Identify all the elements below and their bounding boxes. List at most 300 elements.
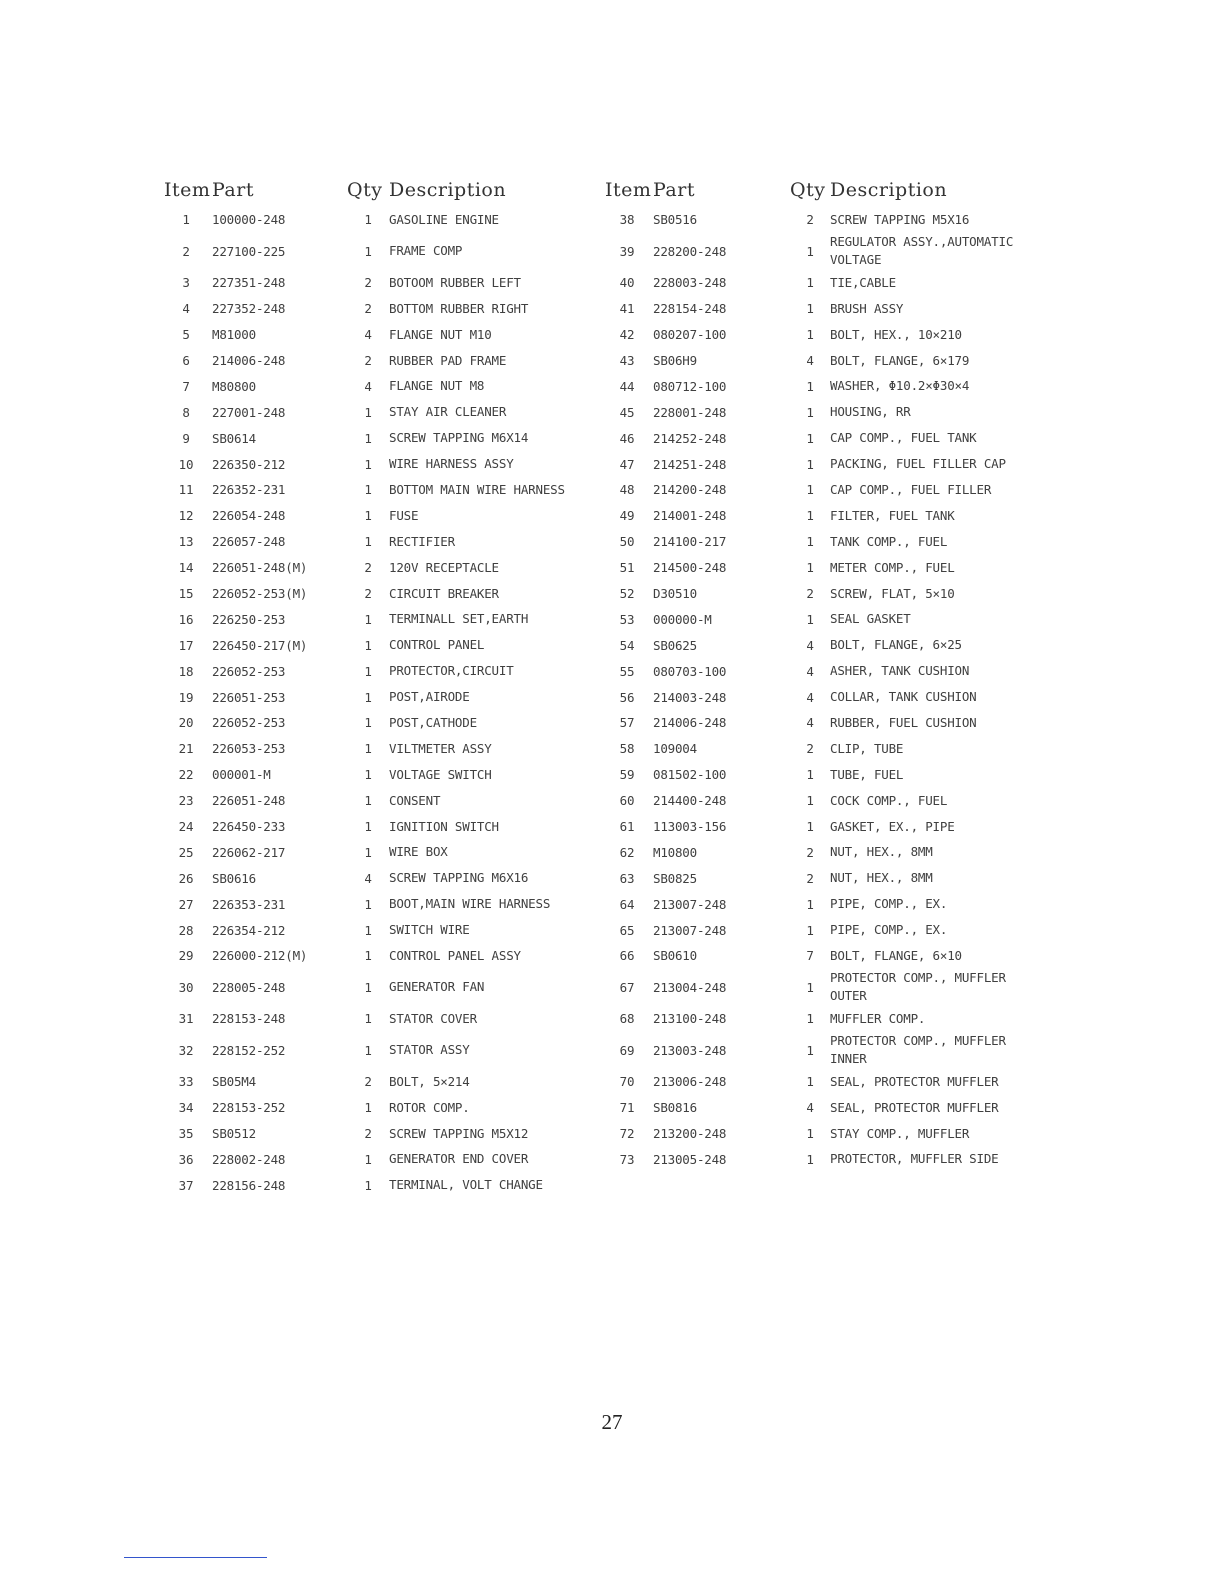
part-cell-right: 080207-100	[653, 327, 727, 343]
part-cell-right: SB0816	[653, 1100, 697, 1116]
part-cell-right: 228200-248	[653, 243, 727, 259]
part-cell-left: 226350-212	[212, 456, 286, 472]
part-cell-left: 226450-217(M)	[212, 637, 308, 653]
part-cell-left: 226054-248	[212, 508, 286, 524]
part-cell-right: 214001-248	[653, 508, 727, 524]
qty-cell-right: 1	[806, 327, 814, 343]
item-cell-right: 51	[619, 560, 635, 576]
qty-cell-right: 1	[806, 896, 814, 912]
description-cell-left: POST,AIRODE	[389, 689, 470, 705]
qty-cell-left: 1	[364, 896, 372, 912]
qty-cell-left: 1	[364, 715, 372, 731]
table-row	[160, 451, 1030, 477]
table-row	[160, 425, 1030, 451]
item-cell-left: 2	[182, 243, 190, 259]
qty-cell-left: 4	[364, 378, 372, 394]
description-cell-left: CONSENT	[389, 792, 441, 808]
qty-cell-left: 1	[364, 1042, 372, 1058]
description-cell-right: FILTER, FUEL TANK	[830, 507, 955, 523]
part-cell-left: 228156-248	[212, 1177, 286, 1193]
part-cell-right: 080712-100	[653, 378, 727, 394]
part-cell-right: 214006-248	[653, 715, 727, 731]
part-cell-left: 100000-248	[212, 212, 286, 228]
part-cell-left: 226051-248	[212, 793, 286, 809]
qty-cell-left: 2	[364, 275, 372, 291]
part-cell-left: 226051-248(M)	[212, 560, 308, 576]
item-cell-right: 66	[619, 948, 635, 964]
item-cell-right: 61	[619, 819, 635, 835]
part-cell-left: 226352-231	[212, 482, 286, 498]
qty-cell-right: 2	[806, 586, 814, 602]
description-cell-left: FLANGE NUT M10	[389, 326, 492, 342]
item-cell-right: 59	[619, 767, 635, 783]
part-cell-left: 227352-248	[212, 301, 286, 317]
table-row	[160, 477, 1030, 503]
table-row	[160, 296, 1030, 322]
qty-cell-left: 2	[364, 1126, 372, 1142]
item-cell-right	[601, 1172, 653, 1198]
item-cell-left: 25	[178, 844, 194, 860]
item-cell-right: 53	[619, 611, 635, 627]
qty-cell-left: 1	[364, 430, 372, 446]
qty-cell-right: 1	[806, 1074, 814, 1090]
part-cell-right: 214251-248	[653, 456, 727, 472]
item-cell-left: 5	[182, 327, 190, 343]
table-row	[160, 632, 1030, 658]
header-part-right: Part	[653, 178, 695, 201]
qty-cell-right: 4	[806, 689, 814, 705]
item-cell-left: 24	[178, 819, 194, 835]
qty-cell-left: 1	[364, 1151, 372, 1167]
qty-cell-right: 1	[806, 534, 814, 550]
part-cell-right: 081502-100	[653, 767, 727, 783]
qty-cell-right: 1	[806, 508, 814, 524]
item-cell-left: 31	[178, 1011, 194, 1027]
description-cell-left: SWITCH WIRE	[389, 922, 470, 938]
part-cell-left: 226000-212(M)	[212, 948, 308, 964]
part-cell-right: SB0610	[653, 948, 697, 964]
parts-list-table	[160, 176, 1030, 1198]
part-cell-right: 213100-248	[653, 1011, 727, 1027]
table-row	[160, 710, 1030, 736]
description-cell-left: POST,CATHODE	[389, 714, 477, 730]
part-cell-left: 226353-231	[212, 896, 286, 912]
table-row	[160, 555, 1030, 581]
qty-cell-left: 2	[364, 560, 372, 576]
item-cell-right: 44	[619, 378, 635, 394]
header-part-left: Part	[212, 178, 254, 201]
qty-cell-right: 1	[806, 560, 814, 576]
table-row	[160, 891, 1030, 917]
part-cell-right: 214100-217	[653, 534, 727, 550]
description-cell-right: SCREW, FLAT, 5×10	[830, 585, 955, 601]
qty-cell-right: 4	[806, 1100, 814, 1116]
part-cell-left: 226052-253(M)	[212, 586, 308, 602]
qty-cell-left: 4	[364, 327, 372, 343]
description-cell-left: FUSE	[389, 507, 419, 523]
qty-cell-right: 1	[806, 482, 814, 498]
qty-cell-left: 1	[364, 767, 372, 783]
item-cell-left: 34	[178, 1100, 194, 1116]
item-cell-left: 3	[182, 275, 190, 291]
table-row	[160, 581, 1030, 607]
part-cell-right: 213200-248	[653, 1126, 727, 1142]
description-cell-right: METER COMP., FUEL	[830, 559, 955, 575]
qty-cell-left: 1	[364, 611, 372, 627]
item-cell-left: 28	[178, 922, 194, 938]
item-cell-right: 60	[619, 793, 635, 809]
qty-cell-right: 2	[806, 844, 814, 860]
description-cell-right: SEAL GASKET	[830, 611, 911, 627]
table-row	[160, 529, 1030, 555]
table-row	[160, 1069, 1030, 1095]
header-qty-left: Qty	[347, 178, 383, 201]
item-cell-left: 36	[178, 1151, 194, 1167]
part-cell-left: 226250-253	[212, 611, 286, 627]
qty-cell-right: 1	[806, 611, 814, 627]
part-cell-right: 000000-M	[653, 611, 712, 627]
description-cell-left: BOTOOM RUBBER LEFT	[389, 274, 521, 290]
qty-cell-right: 1	[806, 979, 814, 995]
description-cell-right: BOLT, HEX., 10×210	[830, 326, 962, 342]
description-cell-left: STAY AIR CLEANER	[389, 404, 507, 420]
header-qty-right: Qty	[790, 178, 826, 201]
description-cell-left: WIRE HARNESS ASSY	[389, 456, 514, 472]
table-row	[160, 969, 1030, 1006]
part-cell-right: 228003-248	[653, 275, 727, 291]
page-number: 27	[601, 1410, 623, 1434]
description-cell-right: RUBBER, FUEL CUSHION	[830, 714, 977, 730]
item-cell-right: 55	[619, 663, 635, 679]
item-cell-right: 57	[619, 715, 635, 731]
header-description-right: Description	[830, 178, 948, 201]
qty-cell-left: 2	[364, 586, 372, 602]
header-row	[160, 176, 1030, 207]
part-cell-left: M80800	[212, 378, 256, 394]
description-cell-left: STATOR COVER	[389, 1010, 477, 1026]
item-cell-right: 56	[619, 689, 635, 705]
part-cell-left: 228153-252	[212, 1100, 286, 1116]
part-cell-left: 214006-248	[212, 353, 286, 368]
item-cell-left: 19	[178, 689, 194, 705]
item-cell-right: 40	[619, 275, 635, 291]
description-cell-right: COLLAR, TANK CUSHION	[830, 689, 977, 705]
qty-cell-left: 1	[364, 404, 372, 420]
item-cell-right: 45	[619, 404, 635, 420]
table-row	[160, 270, 1030, 296]
part-cell-right: SB0825	[653, 870, 697, 886]
item-cell-left: 8	[182, 404, 190, 420]
qty-cell-right: 1	[806, 243, 814, 259]
qty-cell-right: 4	[806, 353, 814, 368]
qty-cell-left: 1	[364, 741, 372, 757]
part-cell-right: 213006-248	[653, 1074, 727, 1090]
description-cell-left: 120V RECEPTACLE	[389, 559, 499, 575]
item-cell-right: 48	[619, 482, 635, 498]
part-cell-left: 227351-248	[212, 275, 286, 291]
qty-cell-right: 1	[806, 404, 814, 420]
item-cell-right: 46	[619, 430, 635, 446]
qty-cell-left: 1	[364, 819, 372, 835]
part-cell-left: 226051-253	[212, 689, 286, 705]
part-cell-right: 113003-156	[653, 819, 727, 835]
description-cell-right: STAY COMP., MUFFLER	[830, 1125, 970, 1141]
table-row	[160, 348, 1030, 374]
item-cell-right: 52	[619, 586, 635, 602]
header-item-left: Item	[164, 178, 211, 201]
description-cell-left: ROTOR COMP.	[389, 1099, 470, 1115]
part-cell-right: 228001-248	[653, 404, 727, 420]
qty-cell-left: 1	[364, 456, 372, 472]
item-cell-left: 14	[178, 560, 194, 576]
description-cell-left: GENERATOR FAN	[389, 979, 485, 995]
qty-cell-left: 1	[364, 637, 372, 653]
table-row	[160, 684, 1030, 710]
table-row	[160, 762, 1030, 788]
description-cell-right: TANK COMP., FUEL	[830, 533, 948, 549]
qty-cell-left: 1	[364, 948, 372, 964]
qty-cell-left: 1	[364, 922, 372, 938]
item-cell-left: 16	[178, 611, 194, 627]
part-cell-left: 000001-M	[212, 767, 271, 783]
description-cell-left: VILTMETER ASSY	[389, 740, 492, 756]
table-row	[160, 399, 1030, 425]
part-cell-right: 213004-248	[653, 979, 727, 995]
qty-cell-right: 4	[806, 637, 814, 653]
description-cell-right: COCK COMP., FUEL	[830, 792, 948, 808]
part-cell-right: SB0625	[653, 637, 697, 653]
qty-cell-left: 1	[364, 534, 372, 550]
qty-cell-right: 4	[806, 715, 814, 731]
item-cell-right: 42	[619, 327, 635, 343]
description-cell-right: PROTECTOR COMP., MUFFLER OUTER	[830, 970, 1006, 1004]
part-cell-left: SB05M4	[212, 1074, 256, 1090]
part-cell-left: 226053-253	[212, 741, 286, 757]
item-cell-right: 58	[619, 741, 635, 757]
description-cell-left: BOLT, 5×214	[389, 1073, 470, 1089]
qty-cell-left: 1	[364, 793, 372, 809]
description-cell-left: SCREW TAPPING M6X14	[389, 430, 529, 446]
part-cell-left: SB0614	[212, 430, 256, 446]
item-cell-left: 29	[178, 948, 194, 964]
description-cell-right: BOLT, FLANGE, 6×10	[830, 947, 962, 963]
part-cell-right: 214500-248	[653, 560, 727, 576]
part-cell-left: 228153-248	[212, 1011, 286, 1027]
table-row	[160, 1121, 1030, 1147]
item-cell-left: 17	[178, 637, 194, 653]
item-cell-right: 67	[619, 979, 635, 995]
item-cell-left: 37	[178, 1177, 194, 1193]
part-cell-right: 109004	[653, 741, 697, 757]
table-header	[160, 176, 1030, 207]
item-cell-right: 39	[619, 243, 635, 259]
part-cell-right: 080703-100	[653, 663, 727, 679]
table-row	[160, 917, 1030, 943]
table-body	[160, 207, 1030, 1198]
description-cell-left: CONTROL PANEL ASSY	[389, 947, 521, 963]
item-cell-right: 38	[619, 212, 635, 228]
description-cell-left: SCREW TAPPING M5X12	[389, 1125, 529, 1141]
part-cell-right: 228154-248	[653, 301, 727, 317]
table-row	[160, 865, 1030, 891]
item-cell-right: 65	[619, 922, 635, 938]
item-cell-right: 71	[619, 1100, 635, 1116]
part-cell-left: 228002-248	[212, 1151, 286, 1167]
qty-cell-right: 1	[806, 767, 814, 783]
part-cell-right: 214200-248	[653, 482, 727, 498]
qty-cell-left: 1	[364, 243, 372, 259]
table-row	[160, 1032, 1030, 1069]
part-cell-right: SB06H9	[653, 353, 697, 368]
description-cell-left: BOOT,MAIN WIRE HARNESS	[389, 896, 551, 912]
item-cell-right: 73	[619, 1151, 635, 1167]
description-cell-left: IGNITION SWITCH	[389, 818, 499, 834]
description-cell-right: PACKING, FUEL FILLER CAP	[830, 456, 1006, 472]
part-cell-left: 228152-252	[212, 1042, 286, 1058]
item-cell-right: 41	[619, 301, 635, 317]
footnote-separator	[124, 1557, 267, 1558]
item-cell-left: 21	[178, 741, 194, 757]
description-cell-right: HOUSING, RR	[830, 404, 911, 420]
description-cell-left: CONTROL PANEL	[389, 637, 485, 653]
description-cell-right: SCREW TAPPING M5X16	[830, 211, 970, 227]
description-cell-right: ASHER, TANK CUSHION	[830, 663, 970, 679]
description-cell-right: NUT, HEX., 8MM	[830, 844, 933, 860]
item-cell-right: 68	[619, 1011, 635, 1027]
item-cell-right: 54	[619, 637, 635, 653]
table-row	[160, 373, 1030, 399]
qty-cell-right	[790, 1172, 830, 1198]
item-cell-left: 20	[178, 715, 194, 731]
qty-cell-right: 1	[806, 275, 814, 291]
qty-cell-right: 1	[806, 793, 814, 809]
description-cell-left: TERMINAL, VOLT CHANGE	[389, 1177, 543, 1193]
description-cell-right: BOLT, FLANGE, 6×25	[830, 637, 962, 653]
qty-cell-left: 1	[364, 212, 372, 228]
table-row	[160, 1172, 1030, 1198]
description-cell-left: STATOR ASSY	[389, 1042, 470, 1058]
item-cell-left: 1	[182, 212, 190, 228]
item-cell-right: 49	[619, 508, 635, 524]
description-cell-right: GASKET, EX., PIPE	[830, 818, 955, 834]
qty-cell-right: 1	[806, 301, 814, 317]
item-cell-left: 9	[182, 430, 190, 446]
table-row	[160, 1095, 1030, 1121]
description-cell-right: TIE,CABLE	[830, 274, 896, 290]
qty-cell-left: 4	[364, 870, 372, 886]
item-cell-left: 15	[178, 586, 194, 602]
table-row	[160, 207, 1030, 233]
table-row	[160, 839, 1030, 865]
qty-cell-left: 1	[364, 979, 372, 995]
description-cell-right: CAP COMP., FUEL FILLER	[830, 481, 992, 497]
header-description-left: Description	[389, 178, 507, 201]
table-row	[160, 943, 1030, 969]
description-cell-right: CAP COMP., FUEL TANK	[830, 430, 977, 446]
description-cell-right: TUBE, FUEL	[830, 766, 904, 782]
description-cell-left: PROTECTOR,CIRCUIT	[389, 663, 514, 679]
item-cell-left: 10	[178, 456, 194, 472]
description-cell-left: FLANGE NUT M8	[389, 378, 485, 394]
item-cell-left: 32	[178, 1042, 194, 1058]
qty-cell-right: 2	[806, 870, 814, 886]
qty-cell-right: 1	[806, 1011, 814, 1027]
qty-cell-right: 1	[806, 1126, 814, 1142]
description-cell-left: SCREW TAPPING M6X16	[389, 870, 529, 886]
item-cell-left: 23	[178, 793, 194, 809]
description-cell-right: PIPE, COMP., EX.	[830, 896, 948, 912]
part-cell-left: 226057-248	[212, 534, 286, 550]
qty-cell-left: 1	[364, 1177, 372, 1193]
table-row	[160, 814, 1030, 840]
qty-cell-right: 1	[806, 819, 814, 835]
part-cell-left: 227100-225	[212, 243, 286, 259]
part-cell-right: 214003-248	[653, 689, 727, 705]
qty-cell-right: 7	[806, 948, 814, 964]
description-cell-right: MUFFLER COMP.	[830, 1010, 926, 1026]
table-row	[160, 322, 1030, 348]
item-cell-right: 50	[619, 534, 635, 550]
qty-cell-right: 4	[806, 663, 814, 679]
table-row	[160, 1147, 1030, 1173]
description-cell-right	[830, 1172, 1030, 1198]
item-cell-right: 64	[619, 896, 635, 912]
description-cell-right: REGULATOR ASSY.,AUTOMATIC VOLTAGE	[830, 234, 1014, 268]
qty-cell-left: 1	[364, 689, 372, 705]
description-cell-left: WIRE BOX	[389, 844, 448, 860]
item-cell-right: 72	[619, 1126, 635, 1142]
description-cell-right: BOLT, FLANGE, 6×179	[830, 352, 970, 368]
item-cell-left: 22	[178, 767, 194, 783]
table-row	[160, 736, 1030, 762]
description-cell-left: CIRCUIT BREAKER	[389, 585, 499, 601]
qty-cell-right: 2	[806, 741, 814, 757]
description-cell-left: VOLTAGE SWITCH	[389, 766, 492, 782]
item-cell-left: 11	[178, 482, 194, 498]
item-cell-left: 26	[178, 870, 194, 886]
part-cell-right: D30510	[653, 586, 697, 602]
item-cell-left: 13	[178, 534, 194, 550]
part-cell-right: 213003-248	[653, 1042, 727, 1058]
qty-cell-right: 1	[806, 922, 814, 938]
item-cell-left: 6	[182, 353, 190, 368]
item-cell-left: 12	[178, 508, 194, 524]
table-row	[160, 233, 1030, 270]
description-cell-left: GENERATOR END COVER	[389, 1151, 529, 1167]
part-cell-right	[653, 1172, 790, 1198]
item-cell-left: 27	[178, 896, 194, 912]
qty-cell-left: 1	[364, 482, 372, 498]
qty-cell-right: 1	[806, 1042, 814, 1058]
qty-cell-left: 1	[364, 844, 372, 860]
part-cell-left: 226052-253	[212, 663, 286, 679]
item-cell-right: 62	[619, 844, 635, 860]
qty-cell-left: 2	[364, 353, 372, 368]
part-cell-right: 213007-248	[653, 922, 727, 938]
description-cell-right: BRUSH ASSY	[830, 300, 904, 316]
description-cell-right: PIPE, COMP., EX.	[830, 922, 948, 938]
description-cell-left: RECTIFIER	[389, 533, 455, 549]
part-cell-left: 226354-212	[212, 922, 286, 938]
qty-cell-right: 1	[806, 430, 814, 446]
part-cell-right: 213005-248	[653, 1151, 727, 1167]
qty-cell-left: 1	[364, 508, 372, 524]
qty-cell-left: 2	[364, 1074, 372, 1090]
part-cell-left: 226062-217	[212, 844, 286, 860]
item-cell-left: 18	[178, 663, 194, 679]
description-cell-right: PROTECTOR COMP., MUFFLER INNER	[830, 1033, 1006, 1067]
description-cell-right: SEAL, PROTECTOR MUFFLER	[830, 1099, 999, 1115]
